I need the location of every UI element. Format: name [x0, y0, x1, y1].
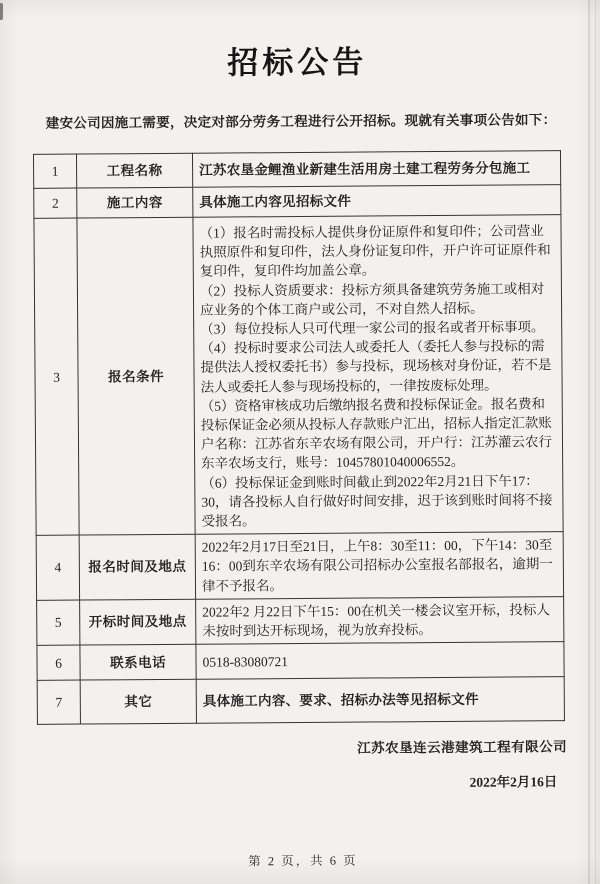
table-row — [34, 185, 561, 219]
row-label-cell: 报名条件 — [77, 217, 195, 535]
signature-date: 2022年2月16日 — [469, 774, 558, 791]
row-number-cell: 1 — [33, 154, 76, 188]
row-number-cell: 2 — [34, 188, 77, 218]
row-content-cell: 具体施工内容、要求、招标办法等见招标文件 — [196, 677, 564, 724]
condition-item: （6）投标保证金到账时间截止到2022年2月21日下午17：30，请各投标人自行做好时间安排，迟于该到账时间将不接受报名。 — [201, 472, 553, 529]
table-row — [37, 677, 564, 725]
row-label-cell: 工程名称 — [76, 153, 192, 188]
row-content-cell: 0518-83080721 — [196, 642, 564, 680]
row-number-cell: 4 — [36, 535, 79, 600]
row-label-cell: 其它 — [80, 679, 196, 724]
company-signature: 江苏农垦连云港建筑工程有限公司 — [357, 739, 568, 756]
page-title: 招标公告 — [227, 44, 368, 81]
intro-paragraph: 建安公司因施工需要，决定对部分劳务工程进行公开招标。现就有关事项公告如下： — [45, 112, 557, 131]
table-row — [36, 532, 563, 600]
row-content-cell: 2022年2月17日至21日，上午8：30至11：00，下午14：30至16：00到东辛农场有限公司招标办公室报名部报名，逾期一律不予报名。 — [195, 532, 563, 599]
row-number-cell: 6 — [37, 645, 80, 680]
row-label-cell: 开标时间及地点 — [80, 599, 196, 645]
condition-item: （3）每位投标人只可代理一家公司的报名或者开标事项。 — [200, 319, 545, 337]
announcement-table — [33, 150, 565, 725]
table-row — [33, 151, 560, 189]
row-content-cell — [193, 215, 563, 535]
row-content-cell: 江苏农垦金鲤渔业新建生活用房土建工程劳务分包施工 — [192, 151, 560, 188]
page-number-indicator: 第 2 页，共 6 页 — [248, 853, 358, 869]
row-number-cell: 7 — [37, 680, 80, 724]
table-row — [37, 597, 564, 646]
condition-item: （1）报名时需投标人提供身份证原件和复印件；公司营业执照原件和复印件，法人身份证复印件，开户许可证原件和复印件，复印件均加盖公章。 — [199, 223, 551, 280]
row-number-cell: 5 — [37, 600, 80, 646]
row-label-cell: 联系电话 — [80, 644, 196, 680]
condition-item: （4）投标时要求公司法人或委托人（委托人参与投标的需提供法人授权委托书）参与投标，现场核对身份证，若不是法人或委托人参与现场投标的，一律按废标处理。 — [200, 338, 552, 395]
row-number-cell: 3 — [34, 218, 79, 536]
row-content-cell: 具体施工内容见招标文件 — [193, 185, 561, 218]
row-label-cell: 施工内容 — [77, 187, 193, 218]
row-label-cell: 报名时间及地点 — [79, 534, 195, 599]
row-content-cell: 2022年2 月22日下午15：00在机关一楼会议室开标，投标人未按时到达开标现场，视为放弃投标。 — [196, 597, 564, 645]
table-row — [34, 215, 563, 536]
condition-item: （2）投标人资质要求：投标方须具备建筑劳务施工或相对应业务的个体工商户或公司，不对自然人招标。 — [199, 280, 545, 318]
table-row — [37, 642, 564, 681]
condition-item: （5）资格审核成功后缴纳报名费和投标保证金。报名费和投标保证金必须从投标人存款账户汇出，招标人指定汇款账户名称：江苏省东辛农场有限公司，开户行：江苏灌云农行东辛农场支行，账号：10457801040006552。 — [200, 396, 553, 472]
